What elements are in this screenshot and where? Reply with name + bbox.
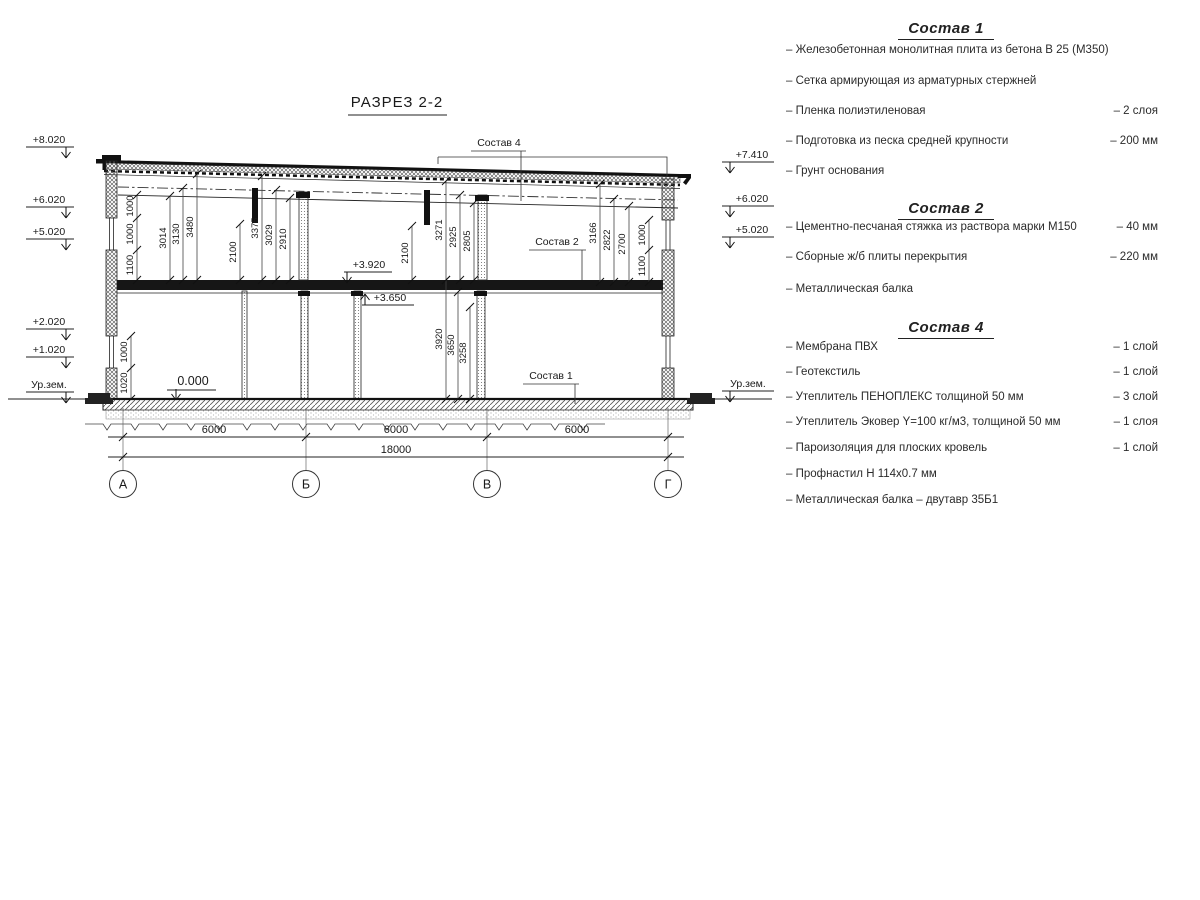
item-value: – 1 слой <box>1113 442 1158 454</box>
item-text: – Цементно-песчаная стяжка из раствора марки М150 <box>786 221 1077 233</box>
dim-label: 1020 <box>119 372 130 394</box>
list-item <box>786 220 1158 234</box>
item-text: – Геотекстиль <box>786 366 861 378</box>
item-text: – Профнастил Н 114х0.7 мм <box>786 468 937 480</box>
list-item <box>786 74 1158 88</box>
dim-label: 1100 <box>637 255 648 277</box>
dim-label: 3271 <box>434 219 445 241</box>
list-item <box>786 467 1158 481</box>
left-parapet-cap <box>102 155 121 161</box>
dim-label: 1000 <box>637 224 648 246</box>
list-item <box>786 164 1158 178</box>
item-text: – Металлическая балка <box>786 283 914 295</box>
elevation-label: +6.020 <box>735 193 769 205</box>
item-value <box>1150 74 1158 88</box>
elevation-label: +5.020 <box>32 226 66 238</box>
elevation-label: +3.650 <box>373 292 407 304</box>
dim-label: 2822 <box>602 229 613 251</box>
item-value: – 2 слоя <box>1113 105 1158 117</box>
dim-label: 1000 <box>125 195 136 217</box>
dim-label: 3375 <box>250 217 261 239</box>
item-text: – Подготовка из песка средней крупности <box>786 135 1009 147</box>
item-text: – Металлическая балка – двутавр 35Б1 <box>786 494 999 506</box>
left-wall <box>106 161 117 399</box>
elevation-marks-left <box>26 134 74 403</box>
item-value: – 1 слоя <box>1113 416 1158 428</box>
item-text: – Утеплитель Эковер Y=100 кг/м3, толщиной 50 мм <box>786 416 1061 428</box>
list-item <box>786 340 1158 354</box>
dimensions-2f <box>125 170 653 286</box>
elevation-label: +3.920 <box>352 259 386 271</box>
section-drawing-svg <box>0 0 780 540</box>
list-item <box>786 493 1158 507</box>
callout-sostav2: Состав 2 <box>535 236 579 248</box>
dim-label: 3014 <box>158 227 169 249</box>
list-item <box>786 134 1158 148</box>
sand-bed <box>106 410 690 419</box>
callout-sostav1: Состав 1 <box>529 370 573 382</box>
item-text: – Железобетонная монолитная плита из бетона В 25 (М350) <box>786 44 1109 56</box>
dim-label: 2925 <box>448 226 459 248</box>
list-item <box>786 43 1158 57</box>
item-value: – 200 мм <box>1110 135 1158 147</box>
elevation-label: +7.410 <box>735 149 769 161</box>
item-value: – 220 мм <box>1110 251 1158 263</box>
item-text: – Грунт основания <box>786 165 885 177</box>
roof-beam-axis-line <box>118 187 678 200</box>
dim-label: 2100 <box>400 242 411 264</box>
list-item <box>786 250 1158 264</box>
composition-2-title: Состав 2 <box>898 200 994 220</box>
item-value <box>1150 493 1158 507</box>
list-item <box>786 441 1158 455</box>
composition-4-title: Состав 4 <box>898 319 994 339</box>
elevation-label: +6.020 <box>32 194 66 206</box>
item-value <box>1150 282 1158 296</box>
list-item <box>786 282 1158 296</box>
zero-level-label: 0.000 <box>177 374 209 388</box>
axis-letter: В <box>482 477 492 492</box>
roof-bottom-chord-line <box>118 195 678 208</box>
item-value: – 1 слой <box>1113 341 1158 353</box>
dim-label: 2805 <box>462 230 473 252</box>
axis-letter: А <box>118 477 128 492</box>
dim-label: 3130 <box>171 223 182 245</box>
elevation-label: +1.020 <box>32 344 66 356</box>
roof-beam-section-2 <box>424 190 430 225</box>
composition-panel <box>786 0 1158 900</box>
ground-level-label: Ур.зем. <box>730 378 766 390</box>
item-value <box>1150 43 1158 57</box>
dim-label: 3920 <box>434 328 445 350</box>
total-dim: 18000 <box>380 444 412 456</box>
list-item <box>786 390 1158 404</box>
bottom-dimensions <box>108 408 684 498</box>
item-value <box>1150 164 1158 178</box>
dim-label: 1000 <box>119 341 130 363</box>
elevation-label: +8.020 <box>32 134 66 146</box>
axis-letter: Б <box>301 477 311 492</box>
right-footing <box>690 393 712 398</box>
item-text: – Мембрана ПВХ <box>786 341 878 353</box>
dim-label: 3258 <box>458 342 469 364</box>
ground-level-label: Ур.зем. <box>31 379 67 391</box>
dim-label: 1100 <box>125 254 136 276</box>
dimensions-1f <box>119 276 474 403</box>
dim-label: 3650 <box>446 334 457 356</box>
item-text: – Сетка армирующая из арматурных стержней <box>786 75 1037 87</box>
composition-1-title: Состав 1 <box>898 20 994 40</box>
right-wall <box>662 179 674 399</box>
item-text: – Сборные ж/б плиты перекрытия <box>786 251 968 263</box>
item-text: – Пленка полиэтиленовая <box>786 105 926 117</box>
item-value <box>1150 467 1158 481</box>
axis-letter: Г <box>664 477 672 492</box>
left-footing <box>88 393 110 398</box>
dim-label: 2700 <box>617 233 628 255</box>
span-dim: 6000 <box>564 424 590 436</box>
item-value: – 3 слой <box>1113 391 1158 403</box>
item-value: – 1 слой <box>1113 366 1158 378</box>
callout-sostav4: Состав 4 <box>477 137 521 149</box>
elevation-label: +2.020 <box>32 316 66 328</box>
list-item <box>786 104 1158 118</box>
item-text: – Утеплитель ПЕНОПЛЕКС толщиной 50 мм <box>786 391 1024 403</box>
list-item <box>786 415 1158 429</box>
dim-label: 2910 <box>278 228 289 250</box>
span-dim: 6000 <box>383 424 409 436</box>
dim-label: 2100 <box>228 241 239 263</box>
list-item <box>786 365 1158 379</box>
item-value: – 40 мм <box>1116 221 1158 233</box>
span-dim: 6000 <box>201 424 227 436</box>
drawing-title: РАЗРЕЗ 2-2 <box>350 94 444 111</box>
elevation-marks-right <box>722 149 774 402</box>
item-text: – Пароизоляция для плоских кровель <box>786 442 988 454</box>
soil-break-line <box>85 424 605 430</box>
roof-assembly <box>96 155 691 208</box>
elevation-label: +5.020 <box>735 224 769 236</box>
dim-label: 3166 <box>588 222 599 244</box>
dim-label: 3029 <box>264 224 275 246</box>
dim-label: 1000 <box>125 223 136 245</box>
dim-label: 3480 <box>185 216 196 238</box>
